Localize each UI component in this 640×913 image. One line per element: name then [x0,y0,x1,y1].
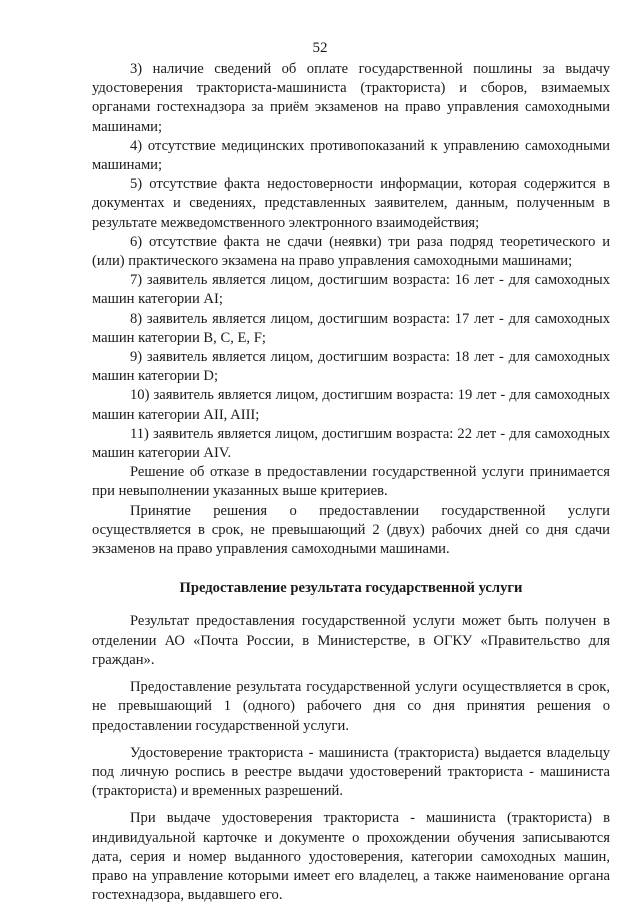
criterion-item: 8) заявитель является лицом, достигшим возраста: 17 лет - для самоходных машин категории B, C, E, F; [92,310,610,346]
criterion-item: 6) отсутствие факта не сдачи (неявки) три раза подряд теоретического и (или) практического экзамена на право управления самоходными машинами; [92,233,610,270]
page-number: 52 [312,40,328,56]
section-heading: Предоставление результата государственной услуги [179,580,523,597]
criterion-item: 7) заявитель является лицом, достигшим возраста: 16 лет - для самоходных машин категории AI; [92,272,610,308]
criterion-item: 11) заявитель является лицом, достигшим возраста: 22 лет - для самоходных машин категории AIV. [92,425,610,462]
criterion-item: 10) заявитель является лицом, достигшим возраста: 19 лет - для самоходных машин категории AII, AIII; [92,387,610,423]
document-body [92,60,610,913]
criterion-item: 5) отсутствие факта недостоверности информации, которая содержится в документах и сведениях, представленных заявителем, данным, полученным в результате межведомственного электронного взаимодействия; [92,176,610,231]
refusal-paragraph: Решение об отказе в предоставлении государственной услуги принимается при невыполнении указанных выше критериев. [92,464,610,500]
decision-paragraph: Принятие решения о предоставлении государственной услуги осуществляется в срок, не превышающий 2 (двух) рабочих дней со дня сдачи экзаменов на право управления самоходными машинами. [92,502,610,558]
result-paragraph: Удостоверение тракториста - машиниста (тракториста) выдается владельцу под личную роспись в реестре выдачи удостоверений тракториста - машиниста (тракториста) и временных разрешений. [92,744,610,800]
criterion-item: 4) отсутствие медицинских противопоказаний к управлению самоходными машинами; [92,137,610,174]
result-paragraph: Результат предоставления государственной услуги может быть получен в отделении АО «Почта России, в Министерстве, в ОГКУ «Правительство для граждан». [92,613,610,668]
result-paragraph: При выдаче удостоверения тракториста - машиниста (тракториста) в индивидуальной карточке и документе о прохождении обучения записываются дата, серия и номер выданного удостоверения, категории самоходных машин, право на управление которыми имеет его владелец, а также наименование органа гостехнадзора, выдавшего его. [92,810,610,904]
criterion-item: 9) заявитель является лицом, достигшим возраста: 18 лет - для самоходных машин категории D; [92,349,610,385]
result-paragraph: Предоставление результата государственной услуги осуществляется в срок, не превышающий 1 (одного) рабочего дня со дня принятия решения о предоставлении государственной услуги. [92,679,610,734]
criterion-item: 3) наличие сведений об оплате государственной пошлины за выдачу удостоверения тракториста-машиниста (тракториста) и сборов, взимаемых органами гостехнадзора за приём экзаменов на право управления самоходными машинами; [92,61,610,135]
result-section [92,612,610,905]
criteria-list [92,60,610,559]
